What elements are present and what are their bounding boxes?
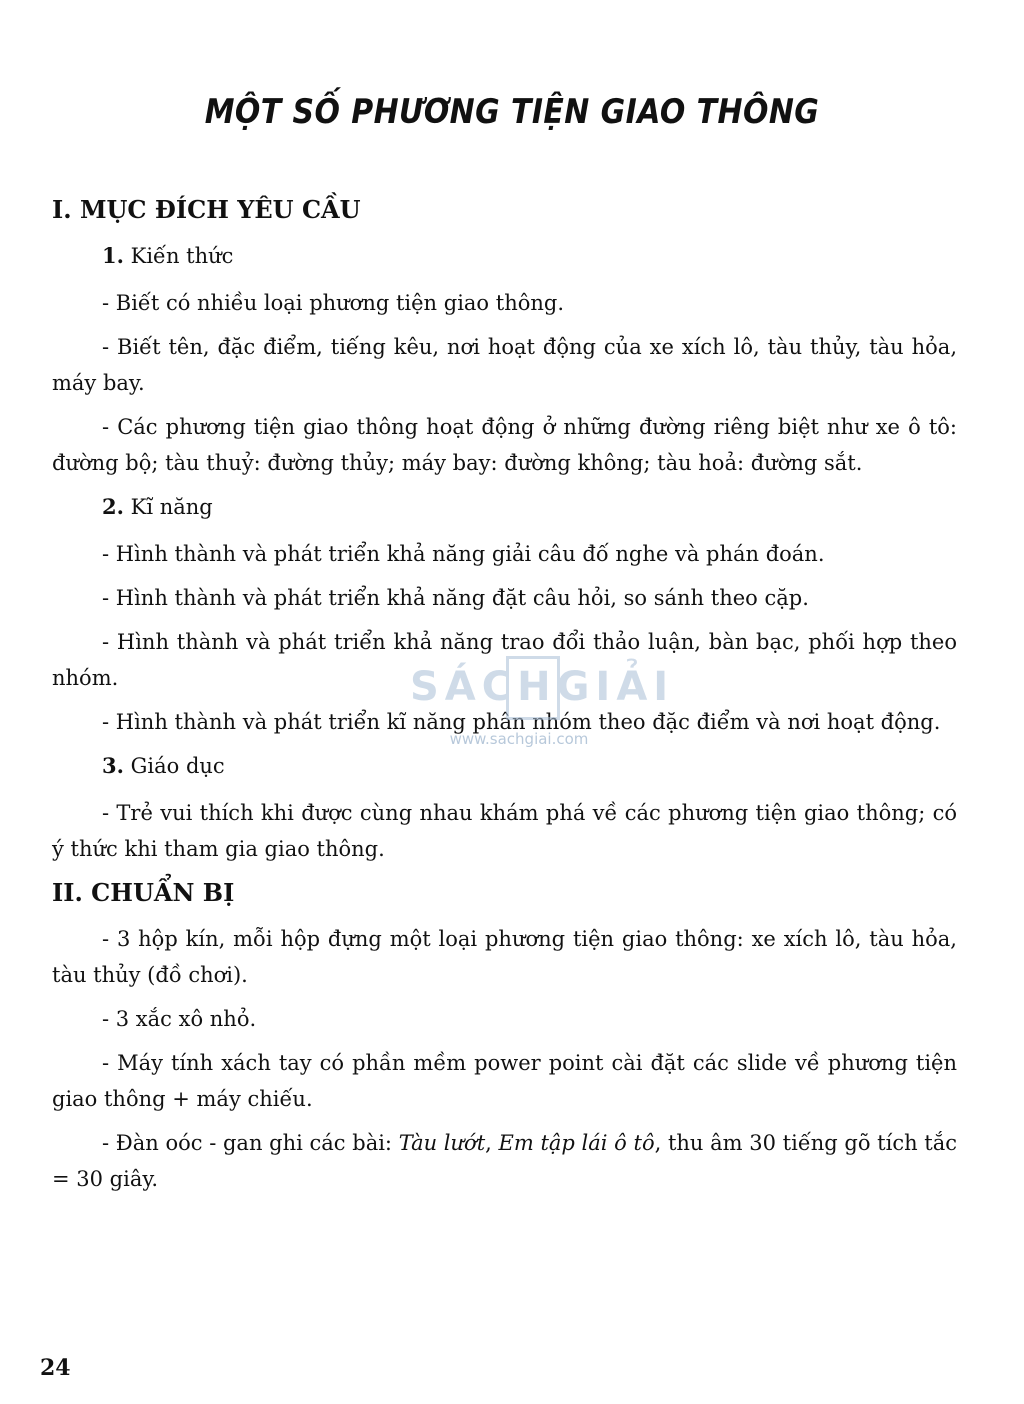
section-heading-preparation: II. CHUẨN BỊ [52,878,235,907]
text-suffix: , thu âm 30 tiếng gõ tích tắc = 30 giây. [52,1131,958,1191]
text-prefix: - Đàn oóc - gan ghi các bài: [102,1131,399,1155]
page-title: MỘT SỐ PHƯƠNG TIỆN GIAO THÔNG [204,92,820,132]
subheading-number: 3. [102,753,124,778]
bullet-item: - Hình thành và phát triển khả năng giải câu đố nghe và phán đoán. [102,542,825,566]
watermark-url: www.sachgiai.com [449,730,589,748]
subheading-number: 2. [102,494,124,519]
bullet-item-songs [52,1125,957,1197]
bullet-item: - 3 xắc xô nhỏ. [102,1007,257,1031]
text-separator: , [485,1131,499,1155]
document-body [52,188,957,1205]
subheading-label: Giáo dục [130,754,225,778]
subheading-number: 1. [102,243,124,268]
watermark-logo: SÁCHGIẢI [410,664,675,710]
subheading-education [52,748,957,784]
section-heading-purpose: I. MỤC ĐÍCH YÊU CẦU [52,195,361,224]
subheading-label: Kiến thức [130,244,234,268]
bullet-item: - 3 hộp kín, mỗi hộp đựng một loại phương tiện giao thông: xe xích lô, tàu hỏa, tàu thủy (đồ chơi). [52,927,957,987]
bullet-item: - Biết có nhiều loại phương tiện giao thông. [102,291,564,315]
bullet-item: - Máy tính xách tay có phần mềm power point cài đặt các slide về phương tiện giao thông + máy chiếu. [52,1051,957,1111]
bullet-item: - Hình thành và phát triển khả năng trao đổi thảo luận, bàn bạc, phối hợp theo nhóm. [52,630,957,690]
bullet-item: - Các phương tiện giao thông hoạt động ở những đường riêng biệt như xe ô tô: đường bộ; tàu thuỷ: đường thủy; máy bay: đường không; tàu hoả: đường sắt. [52,415,957,475]
bullet-item: - Trẻ vui thích khi được cùng nhau khám phá về các phương tiện giao thông; có ý thức khi tham gia giao thông. [52,801,957,861]
bullet-item: - Hình thành và phát triển khả năng đặt câu hỏi, so sánh theo cặp. [102,586,809,610]
subheading-skills [52,489,957,525]
subheading-label: Kĩ năng [130,495,213,519]
song-title: Em tập lái ô tô [498,1131,655,1155]
bullet-item: - Hình thành và phát triển kĩ năng phân nhóm theo đặc điểm và nơi hoạt động. [102,710,941,734]
bullet-item: - Biết tên, đặc điểm, tiếng kêu, nơi hoạt động của xe xích lô, tàu thủy, tàu hỏa, máy bay. [52,335,957,395]
subheading-knowledge [52,238,957,274]
page-number: 24 [40,1355,71,1381]
song-title: Tàu lướt [398,1131,486,1155]
